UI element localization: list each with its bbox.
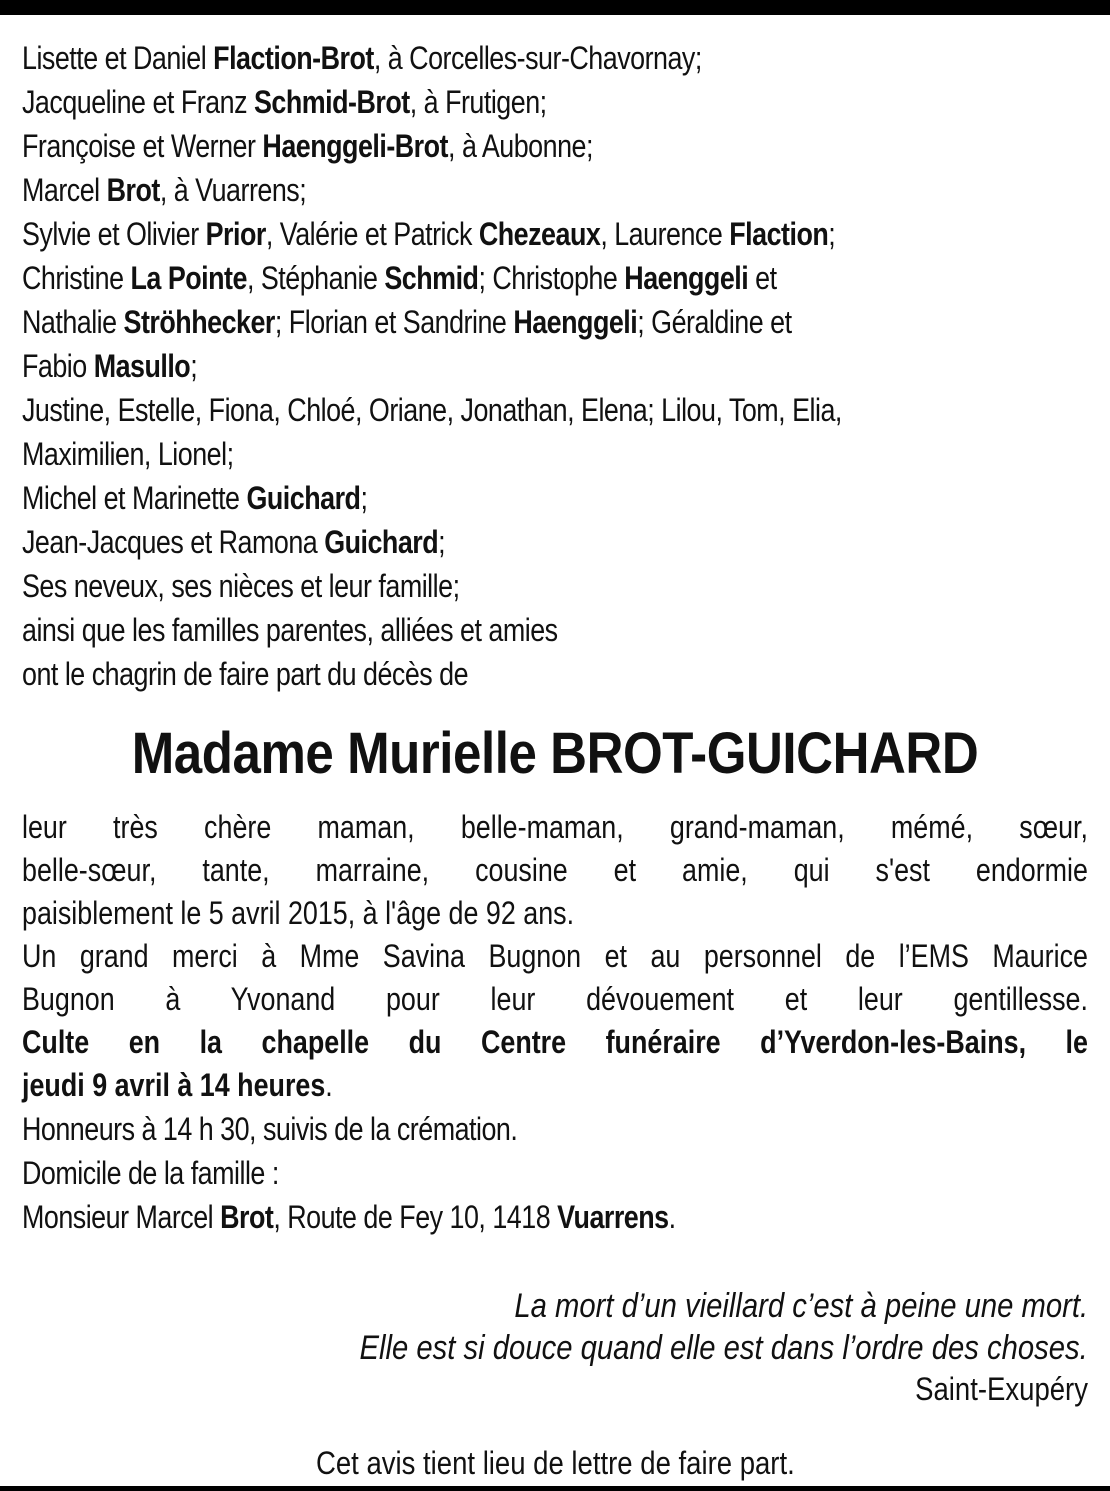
text-span: ; Christophe (478, 260, 625, 296)
text-span: Jean-Jacques et Ramona (22, 524, 325, 560)
text-span: Lisette et Daniel (22, 40, 214, 76)
family-address (22, 1195, 917, 1239)
family-surname: Brot (106, 172, 160, 208)
text-span: Christine (22, 260, 131, 296)
service-date: jeudi 9 avril à 14 heures (22, 1067, 326, 1103)
text-span: , Valérie et Patrick (265, 216, 479, 252)
text-span: ; (438, 524, 446, 560)
text-span: , Stéphanie (246, 260, 385, 296)
family-surname: Flaction-Brot (213, 40, 374, 76)
text-span: . (325, 1067, 333, 1103)
text-span: Françoise et Werner (22, 128, 263, 164)
text-span: ; Florian et Sandrine (274, 304, 514, 340)
text-span: Justine, Estelle, Fiona, Chloé, Oriane, Jonathan, Elena; Lilou, Tom, Elia, (22, 392, 842, 428)
text-span: Cet avis tient lieu de lettre de faire part. (315, 1445, 795, 1481)
text-span: Maximilien, Lionel; (22, 436, 234, 472)
family-line (22, 124, 917, 168)
service-line (22, 1064, 1088, 1107)
family-surname: La Pointe (130, 260, 247, 296)
text-span: Sylvie et Olivier (22, 216, 206, 252)
address-surname: Brot (220, 1199, 274, 1235)
death-notice (22, 36, 1088, 1483)
domicile-label: Domicile de la famille : (22, 1155, 279, 1191)
top-border-rule (0, 0, 1110, 15)
bottom-border-rule (0, 1486, 1110, 1491)
family-line (22, 388, 917, 432)
family-list (22, 36, 1088, 696)
family-surname: Prior (205, 216, 266, 252)
honours-line: Honneurs à 14 h 30, suivis de la crémation. (22, 1111, 518, 1147)
text-span: , à Frutigen; (409, 84, 547, 120)
text-span: ainsi que les familles parentes, alliées et amies (22, 612, 558, 648)
address-town: Vuarrens (557, 1199, 669, 1235)
quote-block (22, 1285, 1088, 1409)
family-surname: Schmid-Brot (253, 84, 410, 120)
text-span: ; (360, 480, 368, 516)
family-line (22, 564, 917, 608)
text-span: , Route de Fey 10, 1418 (273, 1199, 558, 1235)
family-line (22, 168, 917, 212)
text-span: Elle est si douce quand elle est dans l’ordre des choses. (359, 1329, 1088, 1367)
family-surname: Haenggeli-Brot (262, 128, 449, 164)
family-surname: Chezeaux (478, 216, 601, 252)
quote-line (22, 1285, 1088, 1327)
text-span: Ses neveux, ses nièces et leur famille; (22, 568, 460, 604)
family-surname: Haenggeli (513, 304, 638, 340)
text-span: ; (828, 216, 836, 252)
text-span: ; Géraldine et (637, 304, 792, 340)
family-line (22, 608, 917, 652)
tribute-paragraph (22, 806, 1088, 1107)
text-span: Jacqueline et Franz (22, 84, 254, 120)
text-span: , à Corcelles-sur-Chavornay; (373, 40, 702, 76)
family-surname: Haenggeli (624, 260, 749, 296)
family-surname: Schmid (384, 260, 479, 296)
family-line (22, 80, 917, 124)
text-span: Monsieur Marcel (22, 1199, 221, 1235)
service-line: Culte en la chapelle du Centre funéraire d’Yverdon-les-Bains, le (22, 1024, 1088, 1060)
family-surname: Masullo (93, 348, 191, 384)
family-line (22, 212, 917, 256)
quote-author (22, 1369, 1088, 1409)
text-span: et (748, 260, 777, 296)
closing-note (22, 1443, 1088, 1483)
text-span: . (668, 1199, 676, 1235)
family-surname: Guichard (246, 480, 361, 516)
tribute-line: belle-sœur, tante, marraine, cousine et amie, qui s'est endormie (22, 852, 1088, 888)
text-span: Michel et Marinette (22, 480, 247, 516)
family-line (22, 256, 917, 300)
text-span: ont le chagrin de faire part du décès de (22, 656, 469, 692)
tribute-line: paisiblement le 5 avril 2015, à l'âge de 92 ans. (22, 895, 575, 931)
family-line (22, 476, 917, 520)
thanks-line: Un grand merci à Mme Savina Bugnon et au personnel de l’EMS Maurice (22, 938, 1088, 974)
family-surname: Flaction (729, 216, 829, 252)
thanks-line: Bugnon à Yvonand pour leur dévouement et leur gentillesse. (22, 981, 1088, 1017)
text-span: , à Aubonne; (448, 128, 593, 164)
text-span: , à Vuarrens; (159, 172, 307, 208)
family-line (22, 344, 917, 388)
text-span: Marcel (22, 172, 107, 208)
tribute-line: leur très chère maman, belle-maman, grand-maman, mémé, sœur, (22, 809, 1088, 845)
announcement-line (22, 652, 917, 696)
family-surname: Guichard (324, 524, 439, 560)
family-line (22, 36, 917, 80)
text-span: , Laurence (600, 216, 730, 252)
text-span: La mort d’un vieillard c’est à peine une mort. (514, 1287, 1088, 1325)
quote-line (22, 1327, 1088, 1369)
family-surname: Ströhhecker (123, 304, 275, 340)
text-span: ; (190, 348, 198, 384)
details-block (22, 1107, 1088, 1239)
family-line (22, 520, 917, 564)
text-span: Saint-Exupéry (915, 1371, 1088, 1407)
family-line (22, 432, 917, 476)
text-span: Nathalie (22, 304, 124, 340)
family-line (22, 300, 917, 344)
deceased-name: Madame Murielle BROT-GUICHARD (131, 721, 979, 786)
text-span: Fabio (22, 348, 94, 384)
